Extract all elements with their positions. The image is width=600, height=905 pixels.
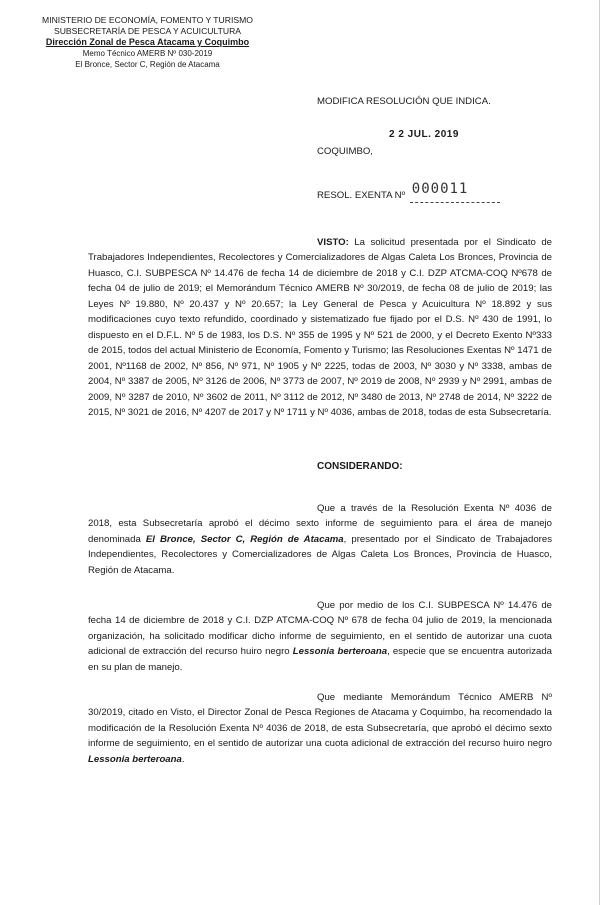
considerando-3-species-name: Lessonia berteroana [88,753,182,765]
considerando-heading: CONSIDERANDO: [317,461,403,472]
resolution-number: 000011 [411,181,469,197]
considerando-1-area-name: El Bronce, Sector C, Región de Atacama [145,533,344,545]
ministry-name: MINISTERIO DE ECONOMÍA, FOMENTO Y TURISMO [42,15,253,25]
considerando-3-text-b: . [181,753,185,765]
area-reference: El Bronce, Sector C, Región de Atacama [75,60,220,69]
considerando-paragraph-2 [88,598,552,675]
letterhead [30,15,265,70]
considerando-2-species-name: Lessonia berteroana [292,646,388,658]
date-stamp: 2 2 JUL. 2019 [389,129,459,140]
considerando-3-text-a: Que mediante Memorándum Técnico AMERB Nº 30/2019, citado en Visto, el Director Zonal de Pesca Regiones de Atacama y Coquimbo, ha recomendado la modificación de la Resolución Exenta Nº 4036 de 2018, de esta Subsecretaría, que aprobó el décimo sexto informe de seguimiento, en el sentido de autorizar una cuota adicional de extracción del recurso huiro negro [88,692,552,750]
zonal-direction: Dirección Zonal de Pesca Atacama y Coquimbo [45,37,250,47]
city-line: COQUIMBO, [317,146,373,157]
visto-text: La solicitud presentada por el Sindicato de Trabajadores Independientes, Recolectores y Comercializadores de Algas Caleta Los Bronces, Provincia de Huasco, C.I. SUBPESCA Nº 14.476 de fecha 14 de diciembre de 2018 y C.I. DZP ATCMA-COQ Nº678 de fecha 04 de julio de 2019; el Memorándum Técnico AMERB Nº 30/2019, de fecha 08 de julio de 2019; las Leyes Nº 19.880, Nº 20.437 y Nº 20.657; la Ley General de Pesca y Acuicultura Nº 18.892 y sus modificaciones cuyo texto refundido, coordinado y sistematizado fue fijado por el D.S. Nº 430 de 1991, lo dispuesto en el D.F.L. Nº 5 de 1983, los D.S. Nº 355 de 1995 y Nº 521 de 2000, y el Decreto Exento Nº333 de 2015, todos del actual Ministerio de Economía, Fomento y Turismo; las Resoluciones Exentas Nº 1471 de 2001, Nº1168 de 2002, Nº 856, Nº 971, Nº 1905 y Nº 2225, todas de 2003, Nº 3030 y Nº 3338, ambas de 2004, Nº 3387 de 2005, Nº 3126 de 2006, Nº 3773 de 2007, Nº 2019 de 2008, Nº 2939 y Nº 2991, ambas de 2009, Nº 3287 de 2010, Nº 3602 de 2011, Nº 3112 de 2012, Nº 3480 de 2013, Nº 2748 de 2014, Nº 3222 de 2015, Nº 3021 de 2016, Nº 4207 de 2017 y Nº 1711 y Nº 4036, ambas de 2018, todas de esta Subsecretaría. [88,237,552,418]
visto-paragraph [88,235,552,420]
subsecretariat-name: SUBSECRETARÍA DE PESCA Y ACUICULTURA [53,26,242,36]
considerando-1-text-a: Que a través de la Resolución Exenta Nº 4036 de 2018, esta Subsecretaría aprobó el décimo sexto informe de seguimiento para el área de manejo denominada [88,503,552,545]
resolution-line [317,181,500,203]
considerando-1-text-b: , presentado por el Sindicato de Trabajadores Independientes, Recolectores y Comercializadores de Algas Caleta Los Bronces, Provincia de Huasco, Región de Atacama. [88,533,553,576]
visto-label: VISTO: [317,237,349,248]
considerando-2-text-b: , especie que se encuentra autorizada en su plan de manejo. [88,646,552,673]
considerando-2-text-a: Que por medio de los C.I. SUBPESCA Nº 14.476 de fecha 14 de diciembre de 2018 y C.I. DZP ATCMA-COQ Nº 678 de fecha 04 julio de 2019, la mencionada organización, ha solicitado modificar dicho informe de seguimiento, en el sentido de autorizar una cuota adicional de extracción del recurso huiro negro [88,600,552,658]
memo-reference: Memo Técnico AMERB Nº 030-2019 [82,49,213,58]
subject-line: MODIFICA RESOLUCIÓN QUE INDICA. [317,96,491,107]
resolution-label: RESOL. EXENTA Nº [317,190,406,201]
resolution-number-field [410,181,500,203]
considerando-paragraph-1 [88,501,552,578]
considerando-paragraph-3 [88,690,552,767]
